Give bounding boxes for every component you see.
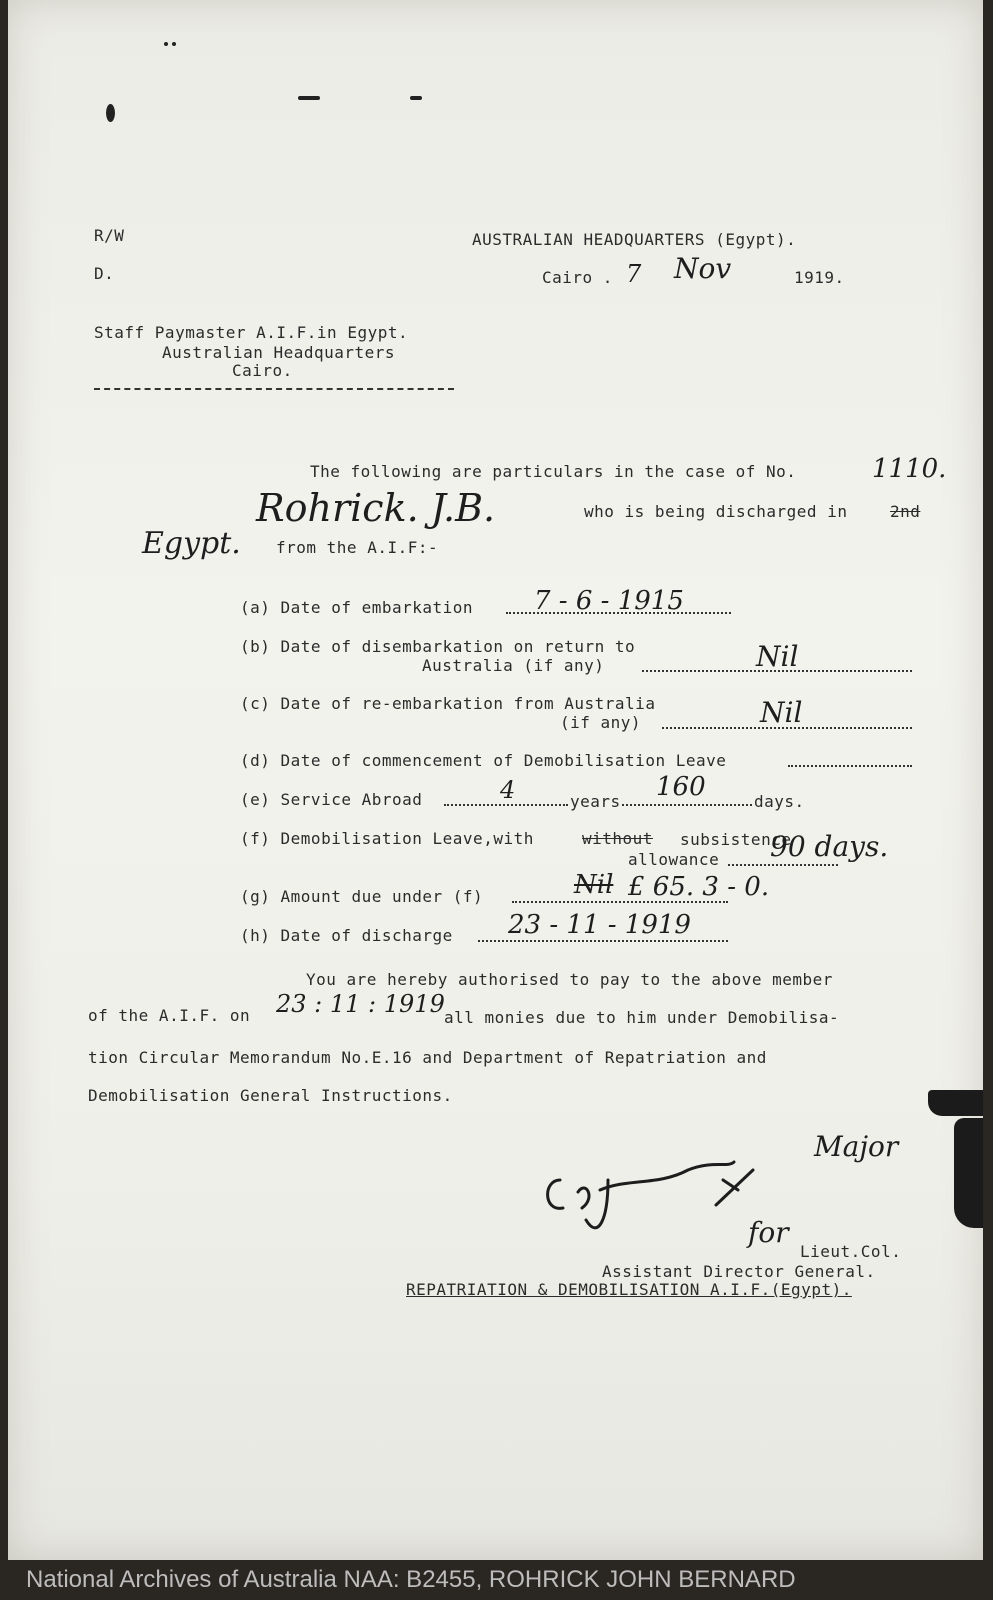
item-f-value-handwritten: 90 days.: [770, 830, 889, 863]
signature-scribble: [538, 1150, 758, 1240]
authorisation-line-4: Demobilisation General Instructions.: [88, 1086, 453, 1105]
date-day-handwritten: 7: [626, 260, 642, 288]
torn-edge-mark: [954, 1118, 983, 1228]
item-g-struck-handwritten: Nil: [574, 870, 614, 900]
item-d-leader: [788, 765, 912, 767]
authorisation-line-1: You are hereby authorised to pay to the above member: [306, 970, 833, 989]
authorisation-line-3: tion Circular Memorandum No.E.16 and Department of Repatriation and: [88, 1048, 767, 1067]
item-g-value-handwritten: £ 65. 3 - 0.: [628, 872, 770, 902]
item-h-value-handwritten: 23 - 11 - 1919: [508, 910, 691, 940]
item-c-value-handwritten: Nil: [760, 696, 803, 729]
addressee-line-3: Cairo.: [232, 361, 293, 380]
intro-text-2: who is being discharged in: [584, 502, 848, 521]
signatory-title: Assistant Director General.: [602, 1262, 876, 1281]
date-year: 1919.: [794, 268, 845, 287]
signature-for-handwritten: for: [748, 1216, 789, 1249]
struck-word: 2nd: [890, 502, 921, 521]
item-e-days-handwritten: 160: [656, 772, 706, 802]
addressee-line-1: Staff Paymaster A.I.F.in Egypt.: [94, 323, 409, 342]
blemish-mark: [298, 96, 320, 100]
authorisation-line-2a: of the A.I.F. on: [88, 1006, 251, 1025]
service-number-handwritten: 1110.: [872, 454, 947, 484]
item-d-label: (d) Date of commencement of Demobilisation Leave: [240, 751, 727, 770]
signature-rank-handwritten: Major: [814, 1130, 899, 1163]
item-h-leader: [478, 940, 728, 942]
item-b-label-2: Australia (if any): [422, 656, 605, 675]
intro-text-3: from the A.I.F:-: [276, 538, 439, 557]
item-f-label-2: subsistence: [680, 830, 792, 849]
item-c-label-1: (c) Date of re-embarkation from Australia: [240, 694, 656, 713]
headquarters-title: AUSTRALIAN HEADQUARTERS (Egypt).: [472, 230, 797, 249]
item-b-value-handwritten: Nil: [756, 640, 799, 673]
intro-text-1: The following are particulars in the case of No.: [310, 462, 797, 481]
reference-code-1: R/W: [94, 226, 125, 245]
addressee-line-2: Australian Headquarters: [162, 343, 396, 362]
item-e-years-handwritten: 4: [500, 776, 516, 804]
document-sheet: [8, 0, 983, 1560]
signatory-organisation: REPATRIATION & DEMOBILISATION A.I.F.(Egypt).: [406, 1280, 852, 1299]
item-e-leader-2: [622, 804, 752, 806]
item-f-leader: [728, 864, 838, 866]
item-a-label: (a) Date of embarkation: [240, 598, 474, 617]
blemish-mark: [172, 42, 176, 46]
torn-edge-mark: [928, 1090, 983, 1116]
payment-date-handwritten: 23 : 11 : 1919: [276, 990, 445, 1018]
punch-hole-mark: [106, 104, 115, 122]
item-h-label: (h) Date of discharge: [240, 926, 453, 945]
item-a-value-handwritten: 7 - 6 - 1915: [534, 586, 684, 616]
item-e-label-1: (e) Service Abroad: [240, 790, 423, 809]
archive-footer: National Archives of Australia NAA: B2455, ROHRICK JOHN BERNARD: [26, 1566, 796, 1593]
addressee-divider: [94, 388, 454, 390]
date-month-handwritten: Nov: [674, 252, 732, 285]
item-f-label-3: allowance: [628, 850, 720, 869]
item-e-label-2: years: [570, 792, 621, 811]
item-e-leader-1: [444, 804, 568, 806]
item-f-struck: without: [582, 829, 653, 848]
item-e-label-3: days.: [754, 792, 805, 811]
item-b-label-1: (b) Date of disembarkation on return to: [240, 637, 636, 656]
date-prefix: Cairo .: [542, 268, 613, 287]
authorisation-line-2b: all monies due to him under Demobilisa-: [444, 1008, 840, 1027]
item-g-label: (g) Amount due under (f): [240, 887, 484, 906]
item-c-label-2: (if any): [560, 713, 642, 732]
blemish-mark: [410, 96, 422, 100]
soldier-name-handwritten: Rohrick. J.B.: [256, 486, 496, 530]
blemish-mark: [164, 42, 168, 46]
reference-code-2: D.: [94, 264, 115, 283]
discharge-place-handwritten: Egypt.: [142, 526, 241, 561]
item-f-label-1: (f) Demobilisation Leave,with: [240, 829, 534, 848]
signatory-rank: Lieut.Col.: [800, 1242, 902, 1261]
